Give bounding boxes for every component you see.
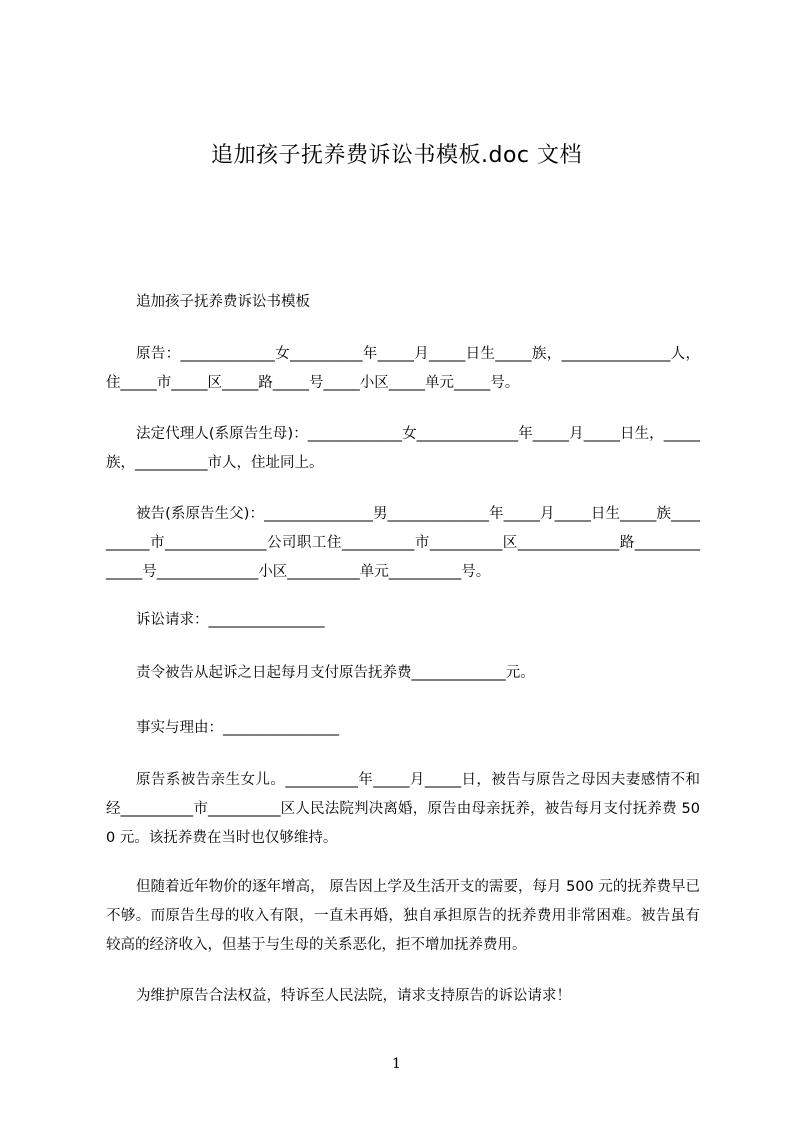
paragraph-conclusion: 为维护原告合法权益，特诉至人民法院，请求支持原告的诉讼请求！ [136, 988, 571, 1004]
paragraph-defendant: 被告(系原告生父)：_______________男______________年_____月_____日生_____族__________市______________公司职工住__________市__________区______________路______________号______________小区__________单元__________号。 [106, 506, 700, 580]
paragraph-plaintiff: 原告：_____________女__________年_____月_____日生_____族，_______________人，住_____市_____区_____路_____号_____小区_____单元_____号。 [106, 346, 700, 391]
paragraph-claims-heading: 诉讼请求：________________ [136, 612, 325, 628]
paragraph-facts-1: 原告系被告亲生女儿。__________年_____月_____日，被告与原告之母因夫妻感情不和经__________市__________区人民法院判决离婚，原告由母亲抚养，被告每月支付抚养费 500 元。该抚养费在当时也仅够维持。 [106, 772, 700, 846]
document-title: 追加孩子抚养费诉讼书模板.doc 文档 [210, 143, 582, 168]
paragraph-facts-2: 但随着近年物价的逐年增高， 原告因上学及生活开支的需要，每月 500 元的抚养费早已不够。而原告生母的收入有限，一直未再婚，独自承担原告的抚养费用非常困难。被告虽有较高的经济收入，但基于与生母的关系恶化，拒不增加抚养费用。 [106, 879, 700, 953]
paragraph-heading: 追加孩子抚养费诉讼书模板 [136, 294, 310, 310]
paragraph-claim: 责令被告从起诉之日起每月支付原告抚养费_____________元。 [136, 665, 535, 681]
paragraph-legal-representative: 法定代理人(系原告生母)：_____________女______________年_____月_____日生，_____族，__________市人，住址同上。 [106, 426, 700, 471]
page-number: 1 [392, 1056, 401, 1072]
paragraph-facts-heading: 事实与理由：________________ [136, 720, 339, 736]
